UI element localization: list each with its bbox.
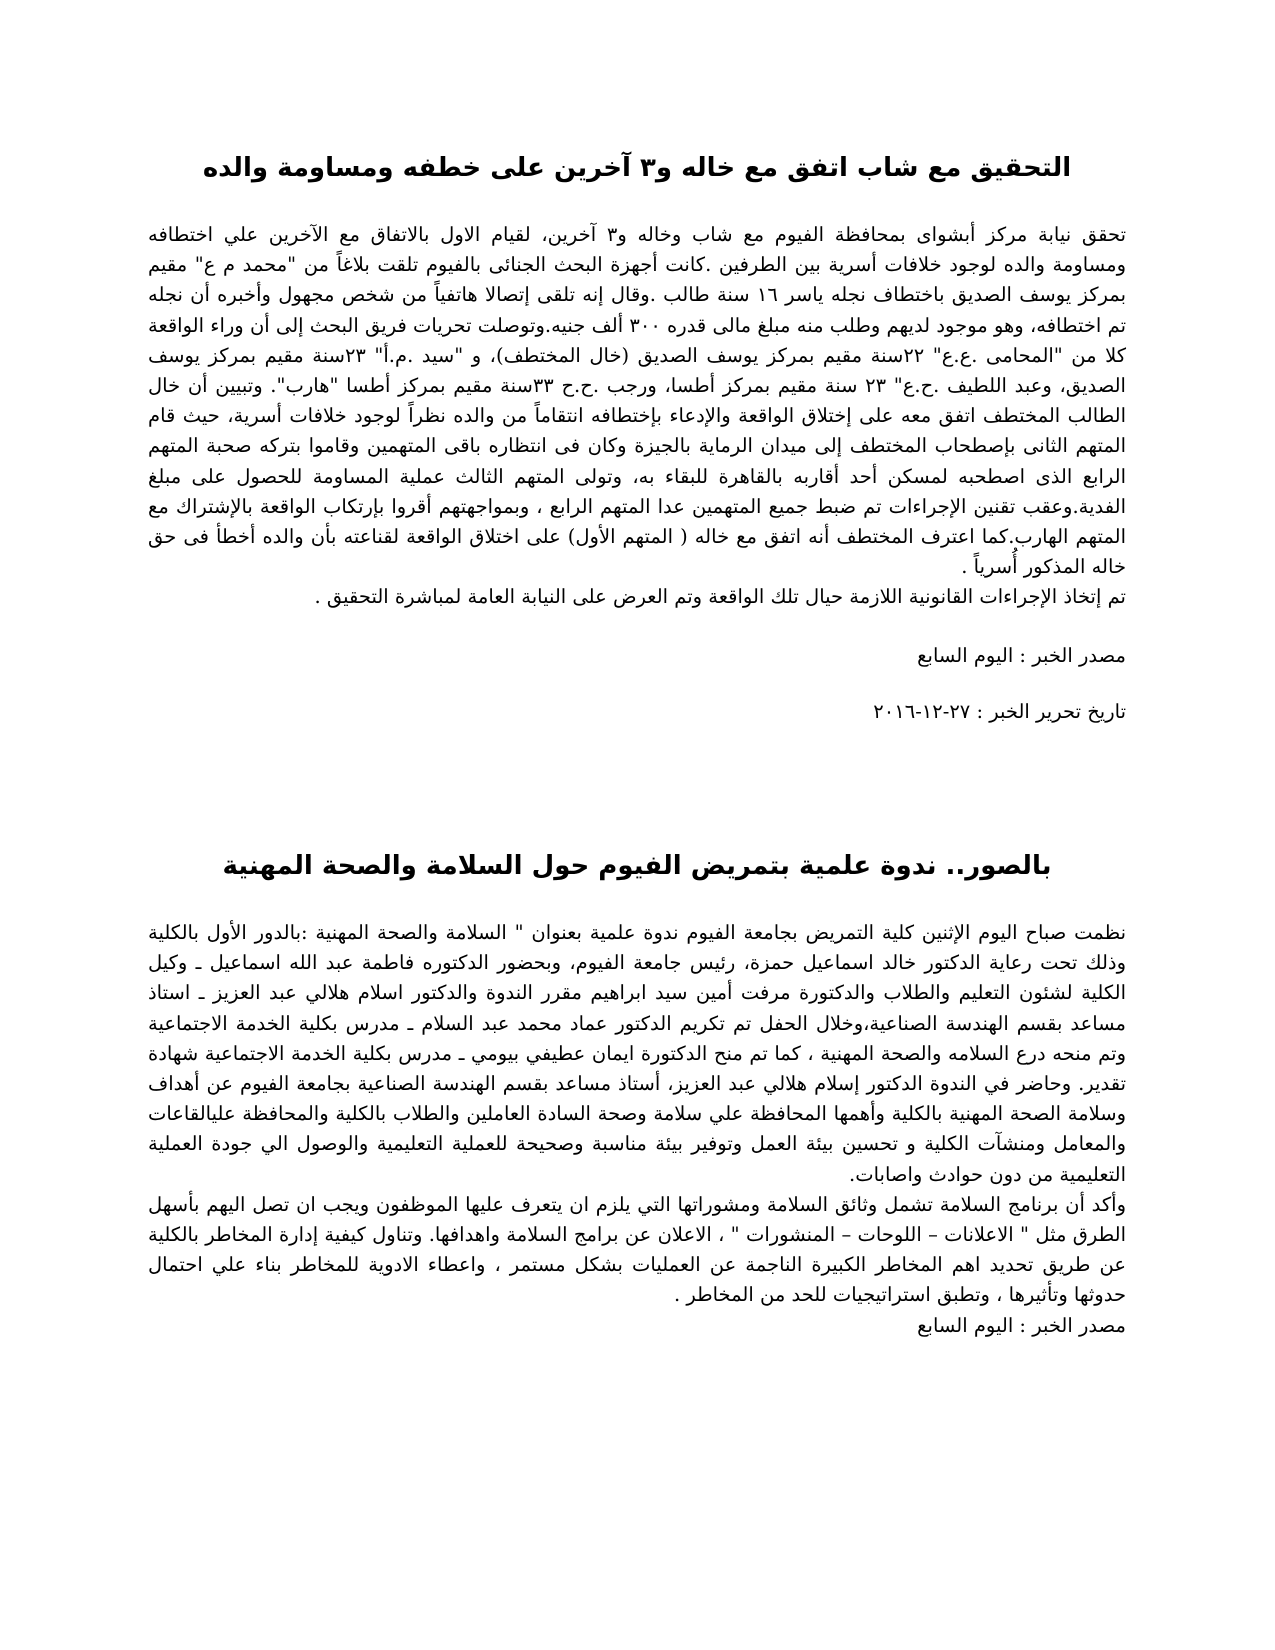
news-date: تاريخ تحرير الخبر : ٢٧-١٢-٢٠١٦ xyxy=(873,699,1126,723)
article-paragraph: نظمت صباح اليوم الإثنين كلية التمريض بجامعة الفيوم ندوة علمية بعنوان " السلامة والصحة المهنية :بالدور الأول بالكلية وذلك تحت رعاية الدكتور خالد اسماعيل حمزة، رئيس جامعة الفيوم، وبحضور الدكتوره فاطمة عبد الله اسماعيل ـ وكيل الكلية لشئون التعليم والطلاب والدكتورة مرفت أمين سيد ابراهيم مقرر الندوة والدكتور اسلام هلالي عبد العزيز ـ استاذ مساعد بقسم الهندسة الصناعية،وخلال الحفل تم تكريم الدكتور عماد محمد عبد السلام ـ مدرس بكلية الخدمة الاجتماعية وتم منحه درع السلامه والصحة المهنية ، كما تم منح الدكتورة ايمان عطيفي بيومي ـ مدرس بكلية الخدمة الاجتماعية شهادة تقدير. وحاضر في الندوة الدكتور إسلام هلالي عبد العزيز، أستاذ مساعد بقسم الهندسة الصناعية بجامعة الفيوم عن أهداف وسلامة الصحة المهنية بالكلية وأهمها المحافظة علي سلامة وصحة السادة العاملين والطلاب بالكلية والمحافظة عليالقاعات والمعامل ومنشآت الكلية و تحسين بيئة العمل وتوفير بيئة مناسبة وصحيحة للعملية التعليمية والوصول الي جودة العملية التعليمية من دون حوادث واصابات. xyxy=(148,921,1126,1186)
article-title: بالصور.. ندوة علمية بتمريض الفيوم حول السلامة والصحة المهنية xyxy=(222,851,1052,881)
article-body xyxy=(148,918,1126,1311)
article-kidnapping-investigation xyxy=(148,150,1126,727)
news-source: مصدر الخبر : اليوم السابع xyxy=(917,1313,1126,1337)
article-paragraph: وأكد أن برنامج السلامة تشمل وثائق السلامة ومشوراتها التي يلزم ان يتعرف عليها الموظفون ويجب ان تصل اليهم بأسهل الطرق مثل " الاعلانات – اللوحات – المنشورات " ، الاعلان عن برامج السلامة واهدافها. وتناول كيفية إدارة المخاطر بالكلية عن طريق تحديد اهم المخاطر الكبيرة الناجمة عن العمليات بشكل مستمر ، واعطاء الادوية للمخاطر بناء علي احتمال حدوثها وتأثيرها ، وتطبق استراتيجيات للحد من المخاطر . xyxy=(148,1192,1126,1307)
article-nursing-seminar xyxy=(148,848,1126,1341)
article-paragraph: تم إتخاذ الإجراءات القانونية اللازمة حيال تلك الواقعة وتم العرض على النيابة العامة لمباشرة التحقيق . xyxy=(314,585,1126,609)
article-body xyxy=(148,220,1126,613)
article-paragraph: تحقق نيابة مركز أبشواى بمحافظة الفيوم مع شاب وخاله و٣ آخرين، لقيام الاول بالاتفاق مع الآخرين علي اختطافه ومساومة والده لوجود خلافات أسرية بين الطرفين .كانت أجهزة البحث الجنائى بالفيوم تلقت بلاغاً من "محمد م ع" مقيم بمركز يوسف الصديق باختطاف نجله ياسر ١٦ سنة طالب .وقال إنه تلقى إتصالا هاتفياً من شخص مجهول وأخبره أن نجله تم اختطافه، وهو موجود لديهم وطلب منه مبلغ مالى قدره ٣٠٠ ألف جنيه.وتوصلت تحريات فريق البحث إلى أن وراء الواقعة كلا من "المحامى .ع.ع" ٢٢سنة مقيم بمركز يوسف الصديق (خال المختطف)، و "سيد .م.أ" ٢٣سنة مقيم بمركز يوسف الصديق، وعبد اللطيف .ح.ع" ٢٣ سنة مقيم بمركز أطسا، ورجب .ح.ح ٣٣سنة مقيم بمركز أطسا "هارب". وتبيين أن خال الطالب المختطف اتفق معه على إختلاق الواقعة والإدعاء بإختطافه انتقاماً من والده نظراً لوجود خلافات أسرية، حيث قام المتهم الثانى بإصطحاب المختطف إلى ميدان الرماية بالجيزة وكان فى انتظاره باقى المتهمين وقاموا بتركه صحبة المتهم الرابع الذى اصطحبه لمسكن أحد أقاربه بالقاهرة للبقاء به، وتولى المتهم الثالث عملية المساومة للحصول على مبلغ الفدية.وعقب تقنين الإجراءات تم ضبط جميع المتهمين عدا المتهم الرابع ، وبمواجهتهم أقروا بإرتكاب الواقعة بالإشتراك مع المتهم الهارب.كما اعترف المختطف أنه اتفق مع خاله ( المتهم الأول) على اختلاق الواقعة لقناعته بأن والده أخطأ فى حق خاله المذكور أُسرياً . xyxy=(148,223,1127,579)
article-title: التحقيق مع شاب اتفق مع خاله و٣ آخرين على خطفه ومساومة والده xyxy=(202,153,1072,183)
news-source: مصدر الخبر : اليوم السابع xyxy=(917,643,1126,667)
